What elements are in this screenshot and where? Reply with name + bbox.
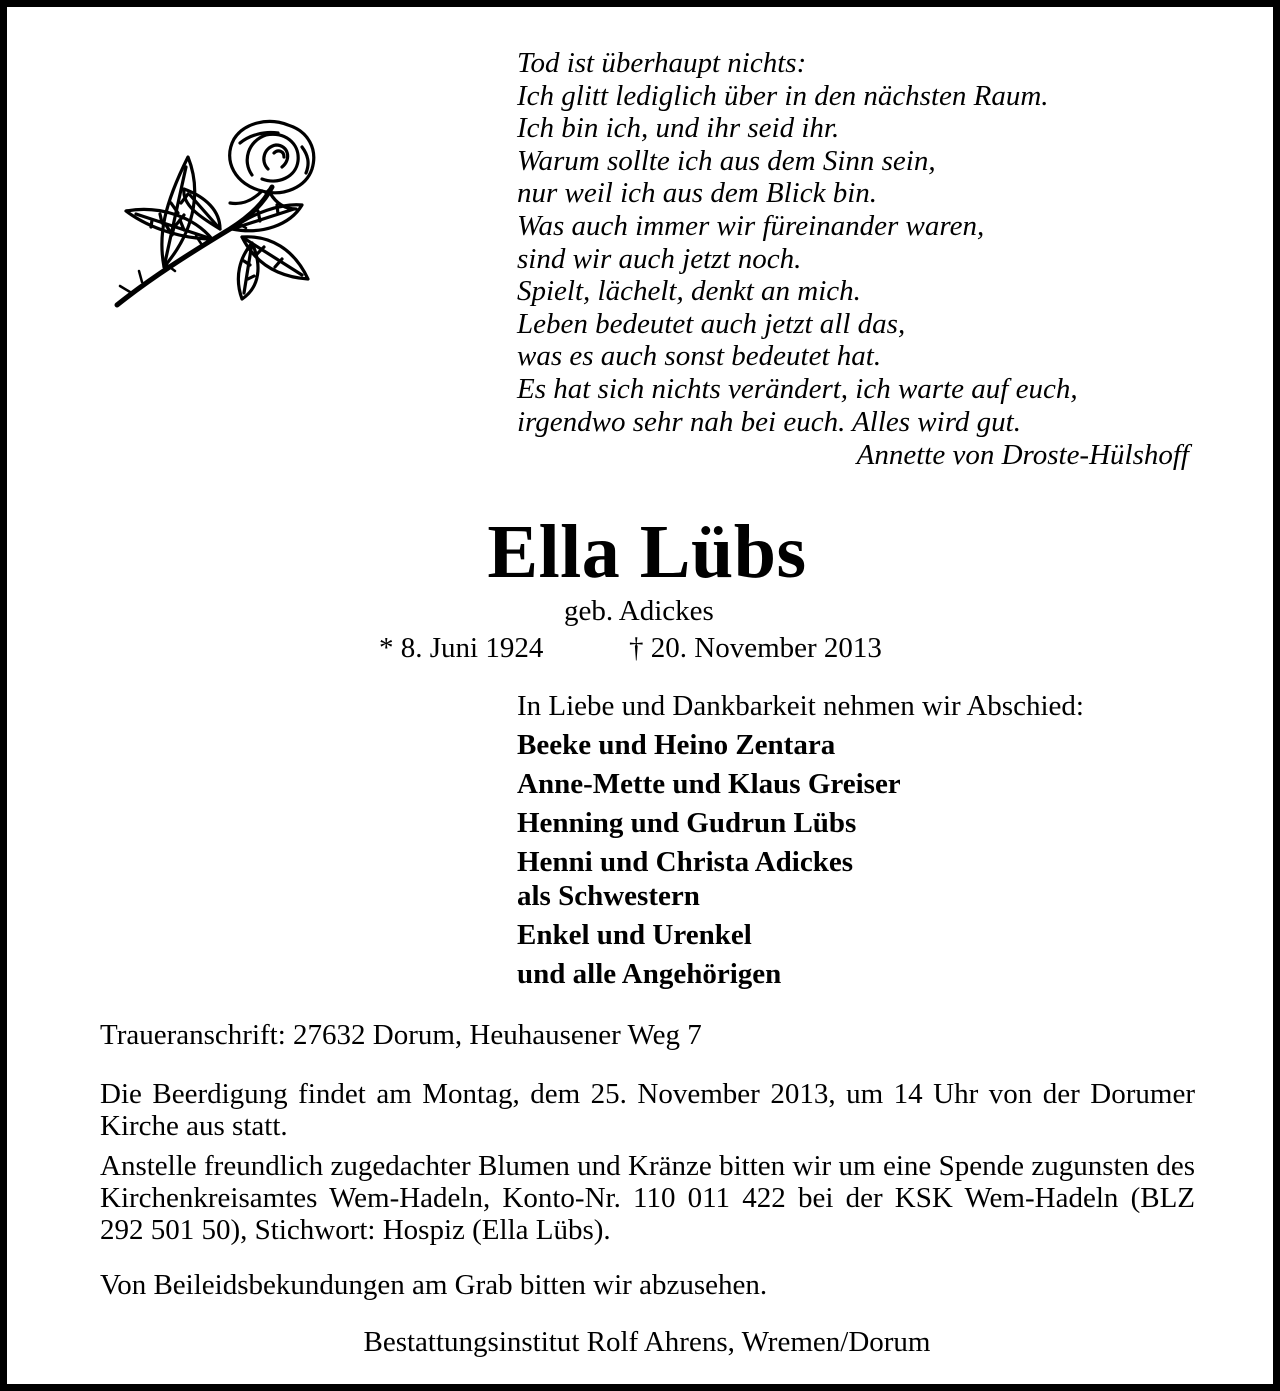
birth-date: * 8. Juni 1924: [379, 632, 544, 664]
maiden-name: geb. Adickes: [564, 595, 714, 627]
mourners-list: [517, 728, 901, 991]
poem-line: Ich glitt lediglich über in den nächsten Raum.: [517, 79, 1049, 112]
funeral-notice: Die Beerdigung findet am Montag, dem 25. November 2013, um 14 Uhr von der Dorumer Kirche aus statt.: [100, 1078, 1195, 1142]
poem-line: Was auch immer wir füreinander waren,: [517, 209, 985, 242]
mourner-name: und alle Angehörigen: [517, 958, 782, 990]
poem-line: sind wir auch jetzt noch.: [517, 242, 802, 275]
mourner-name: Enkel und Urenkel: [517, 919, 752, 951]
poem-author: Annette von Droste-Hülshoff: [856, 439, 1189, 471]
mourner-name: Henning und Gudrun Lübs: [517, 807, 857, 839]
mourning-address: Traueranschrift: 27632 Dorum, Heuhausener Weg 7: [100, 1019, 702, 1051]
poem-line: Tod ist überhaupt nichts:: [517, 47, 807, 79]
mourner-name: Anne-Mette und Klaus Greiser: [517, 768, 901, 800]
poem-line: Spielt, lächelt, denkt an mich.: [517, 275, 861, 308]
poem-line: Ich bin ich, und ihr seid ihr.: [517, 112, 840, 145]
poem-line: irgendwo sehr nah bei euch. Alles wird gut.: [517, 405, 1021, 438]
condolence-notice: Von Beileidsbekundungen am Grab bitten wir abzusehen.: [100, 1269, 768, 1301]
poem: [517, 47, 1197, 438]
poem-line: was es auch sonst bedeutet hat.: [517, 340, 882, 373]
deceased-name: Ella Lübs: [487, 510, 807, 594]
mourner-name: Beeke und Heino Zentara: [517, 729, 836, 761]
donation-notice: Anstelle freundlich zugedachter Blumen und Kränze bitten wir um eine Spende zugunsten des Kirchenkreisamtes Wem-Hadeln, Konto-Nr. 110 011 422 bei der KSK Wem-Hadeln (BLZ 292 501 50), Stichwort: Hospiz (Ella Lübs).: [100, 1150, 1195, 1246]
death-date: † 20. November 2013: [629, 632, 882, 664]
undertaker: Bestattungsinstitut Rolf Ahrens, Wremen/Dorum: [363, 1326, 931, 1358]
poem-line: Warum sollte ich aus dem Sinn sein,: [517, 144, 936, 177]
mourner-name: als Schwestern: [517, 880, 700, 912]
poem-line: Leben bedeutet auch jetzt all das,: [517, 307, 906, 340]
mourner-name: Henni und Christa Adickes: [517, 846, 854, 878]
poem-line: nur weil ich aus dem Blick bin.: [517, 177, 878, 210]
farewell-intro: In Liebe und Dankbarkeit nehmen wir Abschied:: [517, 690, 1084, 722]
rose-icon: [112, 117, 322, 312]
poem-line: Es hat sich nichts verändert, ich warte auf euch,: [517, 372, 1078, 405]
